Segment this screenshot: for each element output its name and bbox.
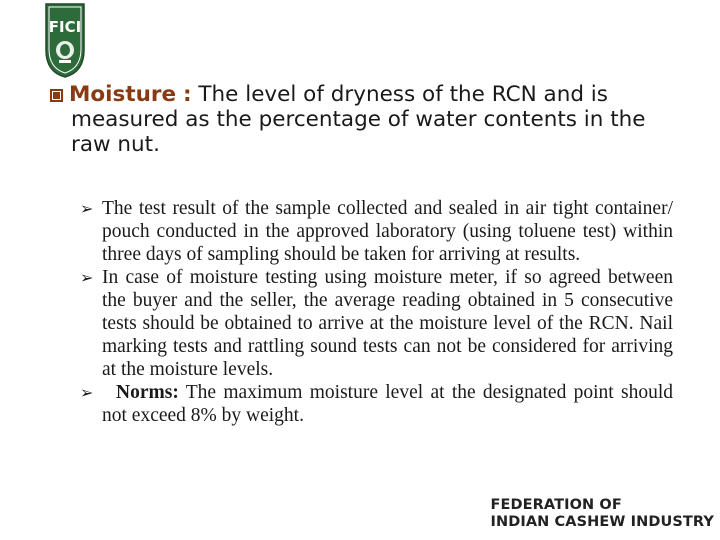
norms-label: Norms:: [116, 382, 179, 403]
logo-text: FICI: [48, 18, 82, 36]
heading-line-2: measured as the percentage of water contents in the: [71, 107, 646, 132]
fici-logo: [44, 2, 86, 78]
heading-line-1: The level of dryness of the RCN and is: [198, 82, 608, 107]
arrow-right-icon: ➢: [80, 199, 94, 218]
heading-colon: :: [182, 82, 192, 107]
list-item: [80, 381, 673, 427]
footer-line-1: FEDERATION OF: [490, 497, 622, 513]
moisture-points-list: [80, 197, 673, 427]
point-text: The test result of the sample collected and sealed in air tight container/ pouch conducted in the approved laboratory (using toluene test) within three days of sampling should be taken for arriving at results.: [102, 198, 673, 265]
list-item: [80, 266, 673, 381]
arrow-right-icon: ➢: [80, 383, 94, 402]
footer-line-2: INDIAN CASHEW INDUSTRY: [490, 514, 714, 530]
fici-emblem-icon: [44, 2, 86, 78]
point-text: In case of moisture testing using moisture meter, if so agreed between the buyer and the seller, the average reading obtained in 5 consecutive tests should be obtained to arrive at the moisture level of the RCN. Nail marking tests and rattling sound tests can not be considered for arriving at the moisture levels.: [102, 267, 673, 380]
checkbox-square-icon: [50, 83, 63, 96]
arrow-right-icon: ➢: [80, 268, 94, 287]
moisture-heading: [50, 82, 672, 157]
point-text: The maximum moisture level at the designated point should not exceed 8% by weight.: [102, 382, 673, 426]
heading-term: Moisture: [69, 82, 177, 107]
list-item: [80, 197, 673, 266]
federation-footer: [490, 497, 714, 531]
heading-line-3: raw nut.: [71, 132, 160, 157]
